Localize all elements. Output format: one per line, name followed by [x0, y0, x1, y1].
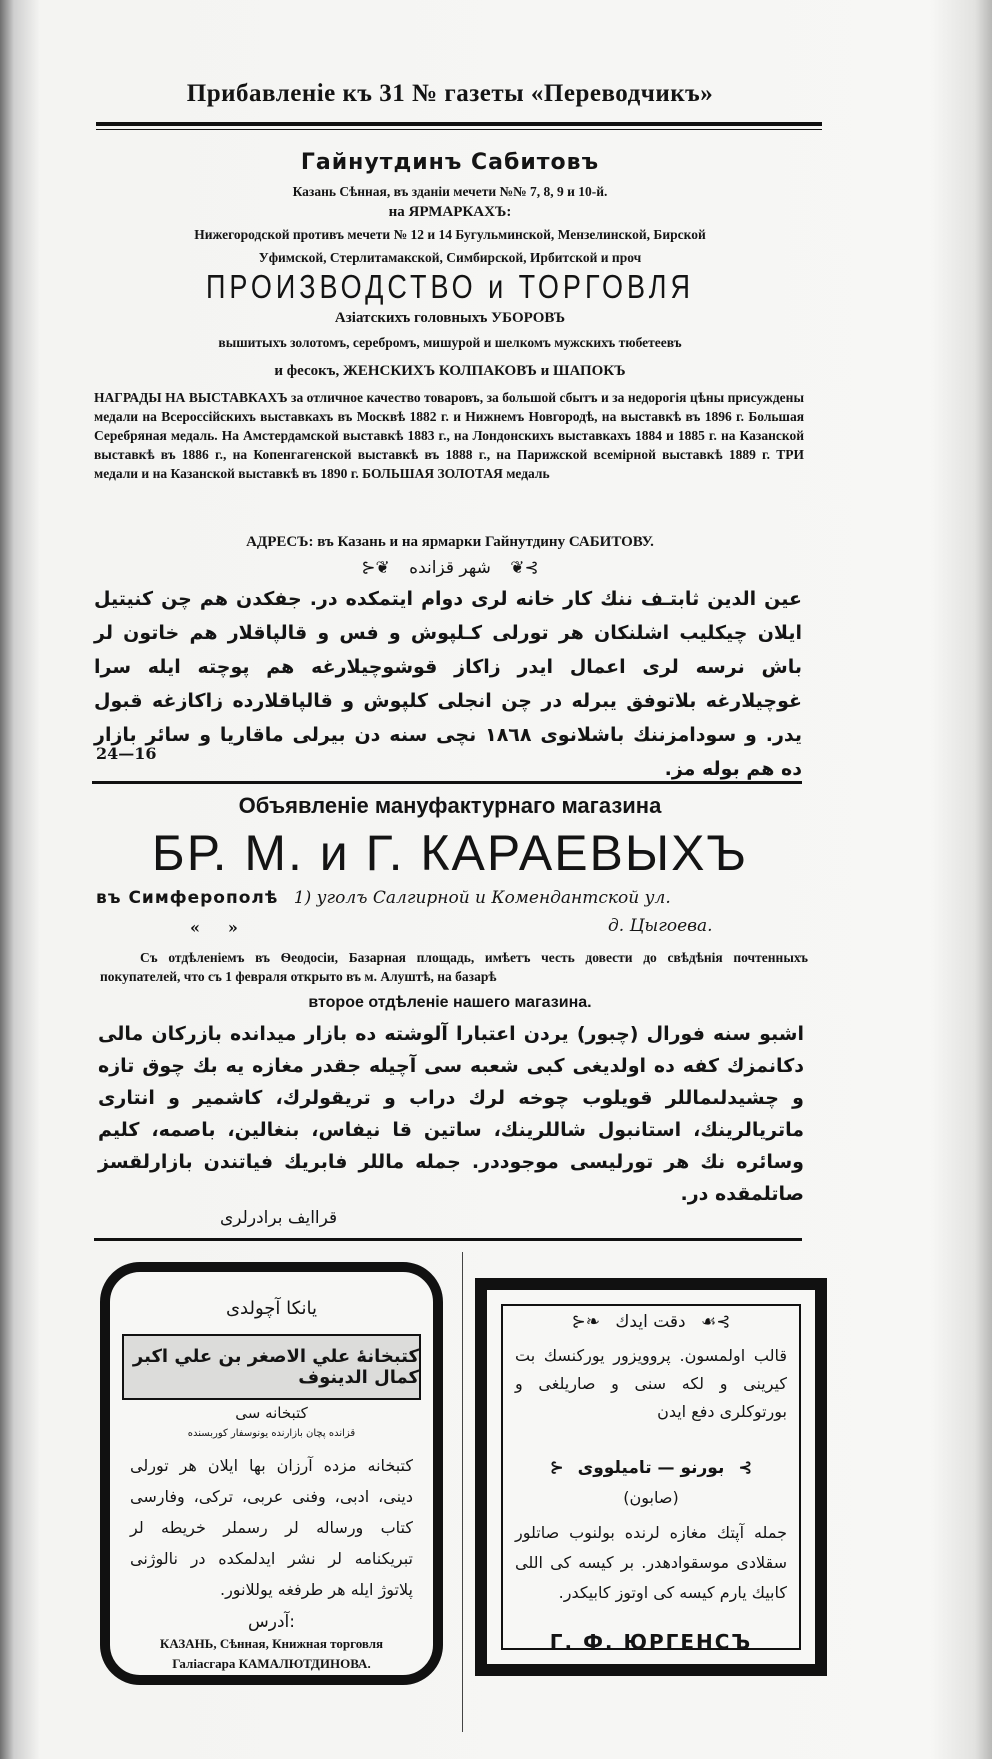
jurgens-text1: قالب اولمسون. پروويزور يوركنسك بت كيرينى و لكه سنى و صاريلغى و بورتوكلرى دفع ايدن	[515, 1346, 787, 1421]
ornament-left-icon: ⊱❧	[571, 1312, 600, 1332]
kamal-subtitle: قزانده پچان بازارنده يونوسفار كوربسنده	[187, 1428, 356, 1439]
sabitov-embroidered: вышитыхъ золотомъ, серебромъ, мишурой и шелкомъ мужскихъ тюбетеевъ	[218, 335, 682, 350]
sabitov-fairs-line2: Уфимской, Стерлитамакской, Симбирской, Ирбитской и проч	[258, 250, 642, 265]
karaev-heading: Объявленіе мануфактурнаго магазина	[238, 793, 662, 818]
sabitov-awards: НАГРАДЫ НА ВЫСТАВКАХЪ за отличное качество товаровъ, за большой сбытъ и за недорогія цѣны присуждены медали на Всероссійскихъ выставкахъ въ Москвѣ 1882 г. и Нижнемъ Новгородѣ, на выставкѣ въ 1896 г. Большая Серебряная медаль. На Амстердамской выставкѣ 1883 г., на Лондонскихъ выставкахъ 1884 и 1885 г. на Казанской выставкѣ въ 1886 г., на Копенгагенской выставкѣ въ 1888 г., на Парижской всемірной выставкѣ 1889 г. ТРИ медали и на Казанской выставкѣ въ 1890 г. БОЛЬШАЯ ЗОЛОТАЯ медаль	[94, 390, 804, 481]
sabitov-fairs-label: на ЯРМАРКАХЪ:	[388, 204, 512, 220]
kamal-library: كتبخانه سى	[235, 1404, 308, 1422]
ornament-right-icon: ❦⊰	[510, 558, 539, 578]
jurgens-name: Г. Ф. ЮРГЕНСЪ	[549, 1630, 753, 1654]
kamal-address-city: КАЗАНЬ, Сѣнная, Книжная торговля	[159, 1636, 384, 1651]
sabitov-city-heading-row	[90, 558, 810, 578]
karaev-quote-marks: « »	[190, 918, 238, 937]
sabitov-production-heading: ПРОИЗВОДСТВО и ТОРГОВЛЯ	[206, 268, 694, 306]
karaev-brand: БР. М. и Г. КАРАЕВЫХЪ	[151, 825, 749, 881]
jurgens-top-row	[487, 1312, 815, 1332]
kamal-calligraphy-banner	[122, 1334, 421, 1400]
sabitov-name: Гайнутдинъ Сабитовъ	[300, 150, 600, 175]
section-rule-2	[94, 1238, 802, 1241]
sabitov-code: 24—16	[96, 744, 157, 763]
sabitov-address: АДРЕСЪ: въ Казань и на ярмарки Гайнутдину САБИТОВУ.	[246, 534, 654, 550]
sabitov-fezes: и фесокъ, ЖЕНСКИХЪ КОЛПАКОВЪ и ШАПОКЪ	[274, 363, 626, 379]
karaev-address: 1) уголъ Салгирной и Комендантской ул.	[293, 888, 671, 908]
sabitov-city-heading: شهر قزانده	[409, 558, 491, 578]
kamal-ad-frame	[100, 1262, 443, 1685]
jurgens-product-row	[487, 1458, 815, 1478]
kamal-top: يانكا آچولدى	[225, 1298, 318, 1319]
sabitov-asian-headwear: Азіатскихъ головныхъ УБОРОВЪ	[334, 310, 566, 326]
karaev-second-branch: второе отдѣленіе нашего магазина.	[308, 994, 592, 1011]
karaev-city: въ Симферополѣ	[96, 888, 279, 908]
kamal-calligraphy: كتبخانهٔ علي الاصغر بن علي اكبر كمال الدينوف	[132, 1346, 419, 1388]
header-rule-thin	[96, 129, 822, 130]
jurgens-text2: جمله آپتك مغازه لرنده بولنوب صاتلور سقلادى موسقوادهدر. بر كيسه كى اللى كابيك يارم كيسه كى اوتوز كابيكدر.	[515, 1523, 787, 1602]
jurgens-ad-frame	[475, 1278, 827, 1676]
column-divider	[462, 1252, 463, 1732]
section-rule-1	[92, 781, 802, 784]
sabitov-arabic-text: عين الدين ثابتـف ننك كار خانه لرى دوام ايتمكده در. جفكدن هم چن كنيتيل ايلان چيكليب اشلنكان هر تورلى كـلپوش و فس و قالپاقلار هم خاتون لر باش نرسه لرى اعمال ايدر زاكاز قوشوچيلارغه هم پوچته ايله سرا غوچيلارغه بلاتوفق يبرله در چن انجلى كلپوش و قالپاقلارده زاكازغه قبول يدر. و سودامزننك باشلانوى ۱۸٦۸ نچى سنه دن بيرلى ماقاريا و سائر بازار ده هم بوله مز.	[94, 588, 802, 780]
ornament-left-icon: ⊱	[549, 1458, 564, 1478]
jurgens-soap: (صابون)	[623, 1488, 679, 1507]
ornament-right-icon: ⊰	[738, 1458, 753, 1478]
sabitov-location: Казань Сѣнная, въ зданіи мечети №№ 7, 8, 9 и 10-й.	[292, 184, 608, 199]
karaev-city-row	[96, 888, 816, 908]
jurgens-top: دقت ايدك	[615, 1312, 686, 1332]
kamal-address-label: آدرس:	[248, 1612, 295, 1632]
karaev-house: д. Цыгоева.	[608, 916, 713, 936]
karaev-notice: Съ отдѣленіемъ въ Ѳеодосіи, Базарная площадь, имѣетъ честь довести до свѣдѣнія почтенныхъ покупателей, что съ 1 февраля открыто въ м. Алуштѣ, на базарѣ	[100, 950, 808, 984]
kamal-text: كتبخانه مزده آرزان بها ايلان هر تورلى دينى، ادبى، وفنى عربى، تركى، وفارسى كتاب ورساله لر رسملر خريطه لر تبريكنامه لر نشر ايدلمكده در نالوژنى پلاتوژ ايله هر طرفغه يوللانور.	[130, 1456, 413, 1599]
jurgens-product: بورنو — تاميلووى	[577, 1458, 725, 1478]
ornament-right-icon: ☙⊰	[701, 1312, 731, 1332]
sabitov-fairs-line1: Нижегородской противъ мечети № 12 и 14 Бугульминской, Мензелинской, Бирской	[194, 227, 706, 242]
karaev-arabic-text: اشبو سنه فورال (چبور) يردن اعتبارا آلوشته ده بازار ميدانده بازركان مالى دكانمزك كفه ده اولديغى كبى شعبه سى آچيله جقدر مغازه يه بك چوق تازه و چشيدلىماللر قويلوب چوخه لرك دراب و تريقولرك، كاشمير و انتارى ماتريالرينك، استانبول شاللرينك، ساتين قا نيفاس، بنغالين، باصمه، كليم وسائره نك هر تورليسى موجوددر. جمله ماللر فابريك فياتندن بازارلقسز صاتلمقده در.	[98, 1023, 804, 1205]
kamal-address-name: Галіасгара КАМАЛЮТДИНОВА.	[172, 1656, 371, 1671]
header-rule	[96, 122, 822, 126]
page-header-title: Прибавленіе къ 31 № газеты «Переводчикъ»	[186, 80, 714, 107]
karaev-signature: قراايف برادرلرى	[220, 1208, 338, 1228]
ornament-left-icon: ⊱❦	[361, 558, 390, 578]
